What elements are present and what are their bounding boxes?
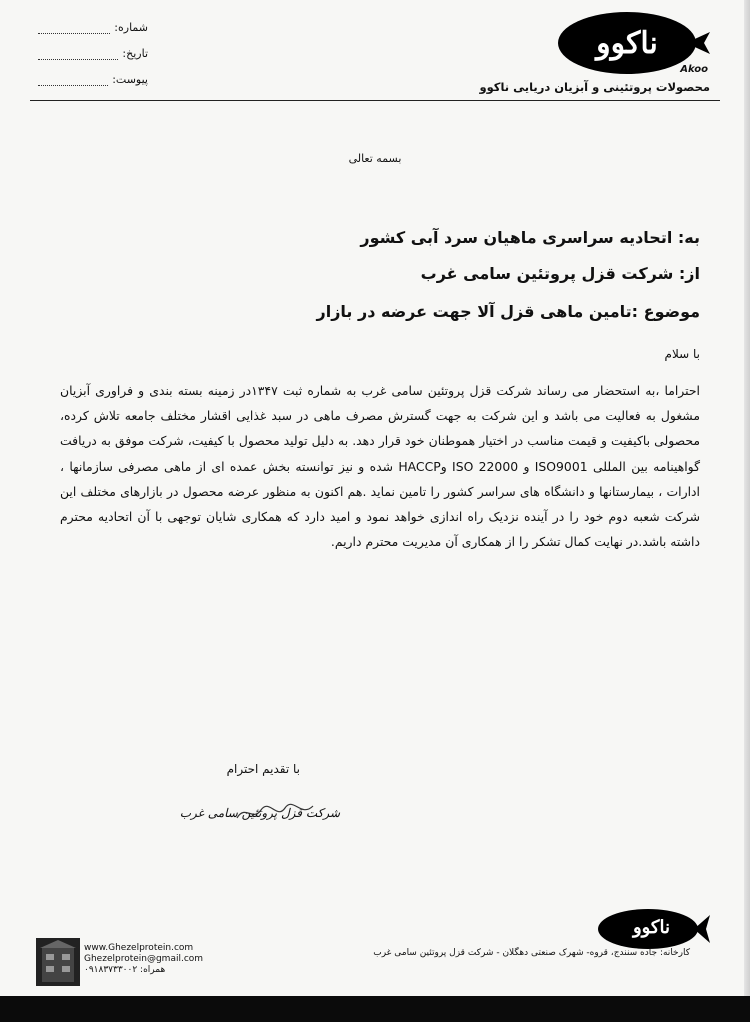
footer-website[interactable]: www.Ghezelprotein.com [84, 943, 194, 953]
logo-latin-text: Akoo [680, 64, 708, 75]
footer-address: کارخانه: جاده سنندج، قروه- شهرک صنعتی دهگلان - شرکت قزل پروتئین سامی غرب [373, 948, 690, 958]
company-tagline: محصولات پروتئینی و آبزیان دریایی ناکوو [479, 80, 710, 94]
meta-number-label: شماره: [114, 20, 148, 34]
recipient-line: به: اتحادیه سراسری ماهیان سرد آبی کشور [360, 228, 700, 247]
letter-meta [38, 14, 148, 92]
footer-mobile: همراه: ۰۹۱۸۳۷۳۳۰۰۲ [84, 965, 166, 975]
basmala: بسمه تعالی [348, 152, 402, 165]
subject-line: موضوع :تامین ماهی قزل آلا جهت عرضه در بازار [316, 302, 700, 321]
meta-date-blank [38, 47, 118, 60]
meta-attachment-blank [38, 73, 108, 86]
closing-phrase: با تقدیم احترام [226, 762, 300, 776]
meta-number-blank [38, 21, 110, 34]
meta-number-row [38, 14, 148, 40]
company-logo [479, 12, 710, 94]
fish-logo-icon [558, 12, 696, 74]
header-divider [30, 100, 720, 101]
sender-line: از: شرکت قزل پروتئین سامی غرب [420, 264, 700, 283]
building-icon [36, 938, 80, 986]
footer-bar [0, 996, 750, 1022]
footer-logo-text: ناکوو [632, 917, 670, 938]
greeting: با سلام [664, 347, 700, 361]
fish-tail-icon [686, 32, 710, 54]
meta-date-row [38, 40, 148, 66]
meta-attachment-label: پیوست: [112, 72, 148, 86]
footer-email[interactable]: Ghezelprotein@gmail.com [84, 954, 204, 964]
meta-attachment-row [38, 66, 148, 92]
letter-body: احتراما ،به استحضار می رساند شرکت قزل پروتئین سامی غرب به شماره ثبت ۱۳۴۷در زمینه بسته بندی و فراوری آبزیان مشغول به فعالیت می باشد و این شرکت به جهت گسترش مصرف ماهی در سبد غذایی اقشار مختلف جامعه تلاش کرده، محصولی باکیفیت و قیمت مناسب در اختیار هموطنان خود قرار دهد. به دلیل تولید محصول با کیفیت، شرکت موفق به دریافت گواهینامه بین المللی ISO9001 و ISO 22000 وHACCP شده و نیز توانسته بخش عمده ای از ماهی مصرفی سازمانها ، ادارات ، بیمارستانها و دانشگاه های سراسر کشور را تامین نماید .هم اکنون به منظور عرضه محصول در بازارهای مختلف این شرکت شعبه دوم خود را در آینده نزدیک راه اندازی خواهد نمود و امید دارد که همکاری شایان توجهی با آن اتحادیه محترم داشته باشد.در نهایت کمال تشکر را از همکاری آن مدیریت محترم داریم. [60, 383, 700, 550]
meta-date-label: تاریخ: [122, 46, 148, 60]
logo-text: ناکوو [596, 25, 658, 61]
signature: شرکت قزل پروتئین سامی غرب [179, 806, 340, 820]
footer-contact [84, 943, 203, 976]
